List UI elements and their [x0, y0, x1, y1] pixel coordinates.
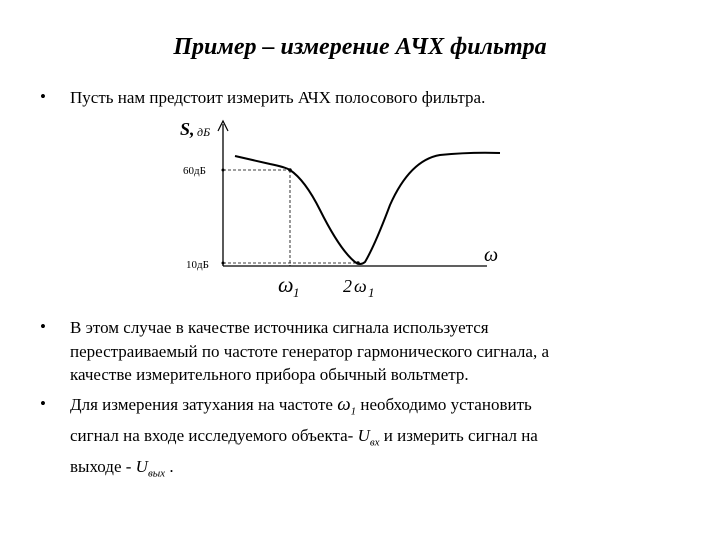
bullet-3-line-3: [70, 455, 690, 486]
x-tick-2w1: ω: [354, 276, 367, 296]
omega-symbol: ω: [337, 394, 351, 415]
bullet-3-line-1-post: необходимо установить: [356, 395, 532, 414]
u-out-subscript: вых: [147, 467, 166, 480]
bullet-3-line-1-pre: Для измерения затухания на частоте: [70, 395, 338, 414]
bullet-marker: •: [40, 87, 46, 106]
slide-title: Пример – измерение АЧХ фильтра: [173, 34, 547, 60]
x-axis-label: ω: [484, 244, 499, 266]
tick-10db: [222, 262, 225, 265]
x-tick-w1: ω: [278, 272, 294, 297]
omega-subscript: 1: [350, 405, 357, 418]
bullet-3-line-2: [70, 424, 690, 455]
bullet-2-line-1: В этом случае в качестве источника сигнала используется: [70, 318, 489, 337]
x-tick-2w1-sub: 1: [368, 285, 375, 300]
response-curve: [235, 153, 500, 264]
point-2w1: [356, 261, 360, 265]
bullet-3-line-2-post: и измерить сигнал на: [379, 425, 538, 445]
bullet-text-2: [70, 316, 690, 387]
u-in-symbol: U: [357, 425, 370, 445]
bullet-3-line-3-pre: выходе -: [70, 456, 136, 476]
bullet-text-1: Пусть нам предстоит измерить АЧХ полосового фильтра.: [70, 88, 486, 107]
x-tick-w1-sub: 1: [293, 285, 300, 300]
u-out-symbol: U: [135, 456, 148, 476]
bullet-marker: •: [40, 317, 46, 336]
bullet-3-line-3-post: .: [165, 456, 174, 476]
y-tick-label-60db: 60дБ: [183, 165, 206, 177]
bullet-marker: •: [40, 394, 46, 413]
x-tick-2w1-prefix: 2: [343, 276, 352, 296]
bullet-3-line-2-pre: сигнал на входе исследуемого объекта-: [70, 425, 358, 445]
bullet-3-line-1: [70, 393, 690, 424]
bullet-2-line-3: качестве измерительного прибора обычный вольтметр.: [70, 365, 469, 384]
y-axis-unit: дБ: [197, 125, 211, 139]
tick-60db: [222, 169, 225, 172]
y-tick-label-10db: 10дБ: [186, 259, 209, 271]
bullet-2-line-2: перестраиваемый по частоте генератор гармонического сигнала, а: [70, 341, 550, 361]
bullet-text-3: [70, 393, 690, 486]
y-axis-label: S,: [180, 119, 195, 139]
point-w1: [288, 168, 292, 172]
u-in-subscript: вх: [369, 436, 380, 449]
